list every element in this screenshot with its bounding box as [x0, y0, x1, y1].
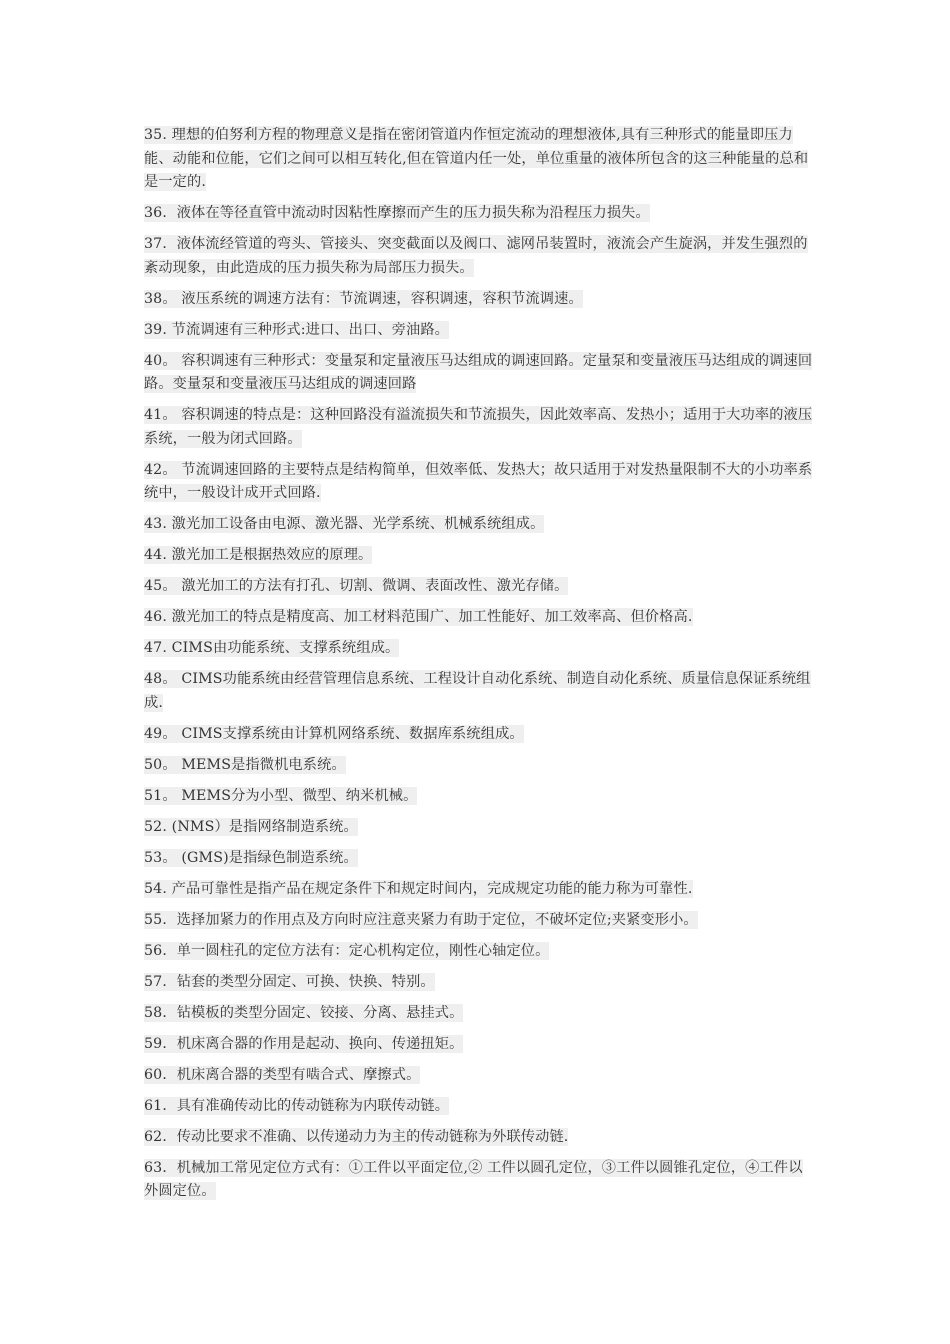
paragraph-47: 47. CIMS由功能系统、支撑系统组成。 [144, 640, 400, 656]
paragraph-40: 40。 容积调速有三种形式：变量泵和定量液压马达组成的调速回路。定量泵和变量液压马达组成的调速回路。变量泵和变量液压马达组成的调速回路 [144, 352, 813, 392]
paragraph-62: 62．传动比要求不准确、以传递动力为主的传动链称为外联传动链. [144, 1128, 569, 1145]
paragraph-55: 55．选择加紧力的作用点及方向时应注意夹紧力有助于定位，不破坏定位;夹紧变形小。 [144, 911, 698, 928]
paragraph-37: 37．液体流经管道的弯头、管接头、突变截面以及阀口、滤网吊装置时，液流会产生旋涡，并发生强烈的紊动现象，由此造成的压力损失称为局部压力损失。 [144, 236, 808, 276]
paragraph-53: 53。 (GMS)是指绿色制造系统。 [144, 849, 358, 866]
paragraph-46: 46. 激光加工的特点是精度高、加工材料范围广、加工性能好、加工效率高、但价格高. [144, 609, 693, 625]
paragraph-60: 60．机床离合器的类型有啮合式、摩擦式。 [144, 1066, 421, 1083]
paragraph-50: 50。 MEMS是指微机电系统。 [144, 756, 346, 773]
paragraph-36: 36．液体在等径直管中流动时因粘性摩擦而产生的压力损失称为沿程压力损失。 [144, 205, 650, 221]
document-content [144, 124, 814, 1211]
paragraph-43: 43. 激光加工设备由电源、激光器、光学系统、机械系统组成。 [144, 516, 545, 532]
paragraph-59: 59．机床离合器的作用是起动、换向、传递扭矩。 [144, 1035, 464, 1052]
paragraph-45: 45。 激光加工的方法有打孔、切割、微调、表面改性、激光存储。 [144, 578, 569, 594]
paragraph-63: 63．机械加工常见定位方式有：①工件以平面定位,② 工件以圆孔定位，③工件以圆锥孔定位，④工件以外圆定位。 [144, 1159, 803, 1199]
paragraph-35: 35. 理想的伯努利方程的物理意义是指在密闭管道内作恒定流动的理想液体,具有三种形式的能量即压力能、动能和位能，它们之间可以相互转化,但在管道内任一处，单位重量的液体所包含的这三种能量的总和是一定的. [144, 127, 809, 190]
paragraph-49: 49。 CIMS支撑系统由计算机网络系统、数据库系统组成。 [144, 725, 524, 742]
paragraph-57: 57．钻套的类型分固定、可换、快换、特别。 [144, 973, 435, 990]
paragraph-42: 42。 节流调速回路的主要特点是结构简单，但效率低、发热大；故只适用于对发热量限制不大的小功率系统中，一般设计成开式回路. [144, 461, 813, 501]
paragraph-54: 54. 产品可靠性是指产品在规定条件下和规定时间内，完成规定功能的能力称为可靠性. [144, 880, 693, 897]
paragraph-39: 39. 节流调速有三种形式:进口、出口、旁油路。 [144, 321, 450, 338]
paragraph-61: 61．具有准确传动比的传动链称为内联传动链。 [144, 1097, 450, 1114]
paragraph-56: 56．单一圆柱孔的定位方法有：定心机构定位，刚性心轴定位。 [144, 942, 550, 959]
paragraph-51: 51。 MEMS分为小型、微型、纳米机械。 [144, 787, 418, 804]
paragraph-44: 44. 激光加工是根据热效应的原理。 [144, 547, 373, 563]
paragraph-52: 52. (NMS）是指网络制造系统。 [144, 818, 358, 835]
paragraph-48: 48。 CIMS功能系统由经营管理信息系统、工程设计自动化系统、制造自动化系统、质量信息保证系统组成. [144, 671, 811, 711]
paragraph-38: 38。 液压系统的调速方法有：节流调速，容积调速，容积节流调速。 [144, 290, 583, 307]
paragraph-58: 58．钻模板的类型分固定、铰接、分离、悬挂式。 [144, 1004, 464, 1021]
paragraph-41: 41。 容积调速的特点是：这种回路没有溢流损失和节流损失，因此效率高、发热小；适用于大功率的液压系统，一般为闭式回路。 [144, 407, 813, 447]
